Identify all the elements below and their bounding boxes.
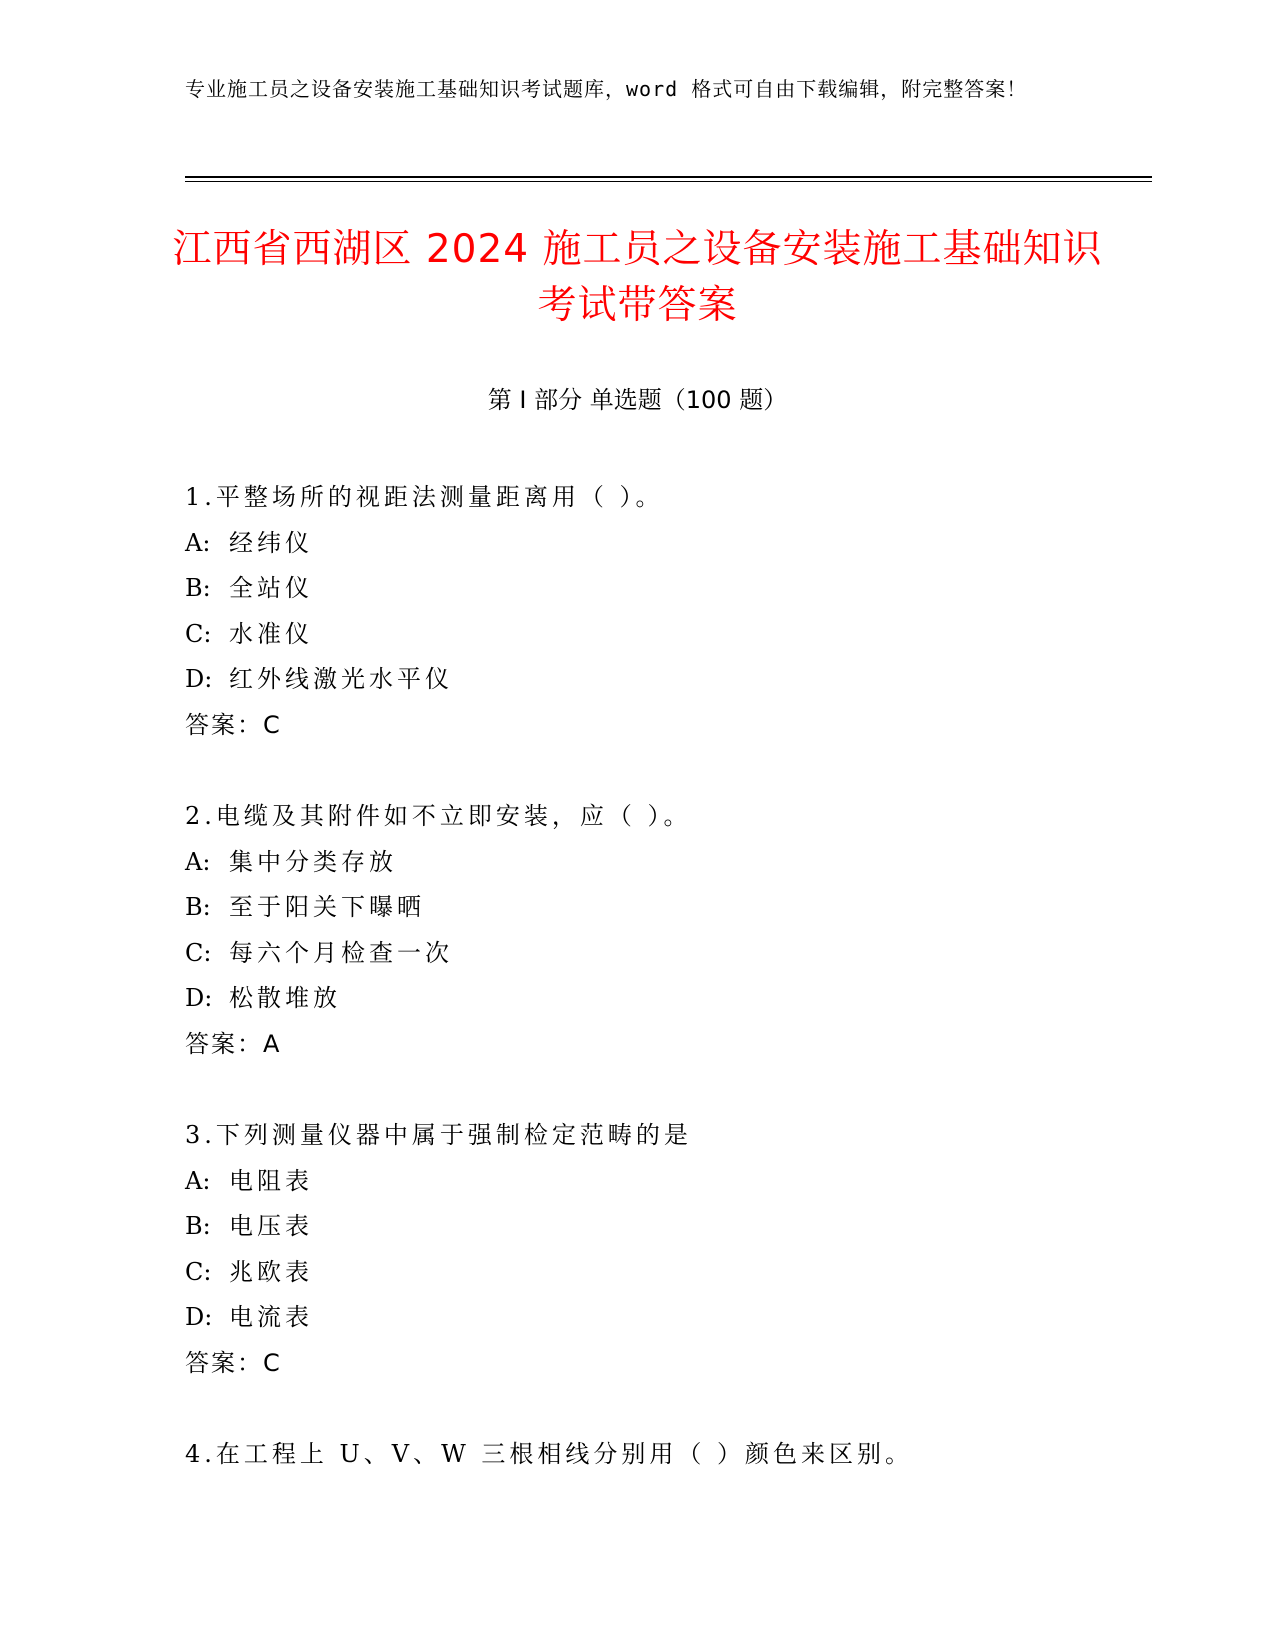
option-key: C: xyxy=(185,619,212,648)
header-divider-thin xyxy=(185,181,1152,182)
option-b xyxy=(185,566,1145,612)
option-a xyxy=(185,521,1145,567)
answer-value: A xyxy=(263,1029,282,1058)
option-text: 电流表 xyxy=(229,1303,313,1331)
option-text: 电阻表 xyxy=(229,1166,313,1195)
option-key: B: xyxy=(185,893,211,921)
option-a xyxy=(185,1159,1145,1205)
option-key: D: xyxy=(185,984,213,1012)
option-key: A: xyxy=(185,528,211,557)
option-text: 电压表 xyxy=(229,1212,313,1240)
answer-value: C xyxy=(263,710,282,739)
option-d xyxy=(185,1295,1145,1341)
option-d xyxy=(185,976,1145,1022)
option-key: C: xyxy=(185,1257,212,1286)
option-b xyxy=(185,885,1145,931)
option-text: 水准仪 xyxy=(229,619,313,648)
option-text: 红外线激光水平仪 xyxy=(229,665,453,693)
question-stem: 2.电缆及其附件如不立即安装，应（ ）。 xyxy=(185,802,692,830)
section-title: 第 I 部分 单选题（100 题） xyxy=(487,386,788,414)
answer-label: 答案： xyxy=(185,710,263,739)
option-b xyxy=(185,1204,1145,1250)
option-key: D: xyxy=(185,1303,213,1331)
answer-label: 答案： xyxy=(185,1029,263,1058)
question-stem: 3.下列测量仪器中属于强制检定范畴的是 xyxy=(185,1121,692,1149)
option-key: B: xyxy=(185,574,211,602)
option-a xyxy=(185,840,1145,886)
option-text: 兆欧表 xyxy=(229,1257,313,1286)
option-text: 集中分类存放 xyxy=(229,847,397,876)
option-key: D: xyxy=(185,665,213,693)
question-item xyxy=(185,1432,1145,1478)
option-c xyxy=(185,931,1145,977)
option-d xyxy=(185,657,1145,703)
question-item xyxy=(185,1113,1145,1386)
option-text: 经纬仪 xyxy=(229,528,313,557)
question-stem: 1.平整场所的视距法测量距离用（ ）。 xyxy=(185,483,664,511)
answer-line xyxy=(185,1341,1145,1387)
option-text: 松散堆放 xyxy=(229,984,341,1012)
question-item xyxy=(185,794,1145,1067)
option-c xyxy=(185,1250,1145,1296)
option-key: A: xyxy=(185,847,211,876)
question-stem: 4.在工程上 U、V、W 三根相线分别用（ ）颜色来区别。 xyxy=(185,1440,914,1468)
option-key: A: xyxy=(185,1166,211,1195)
question-list xyxy=(185,475,1145,1524)
document-title: 江西省西湖区 2024 施工员之设备安装施工基础知识考试带答案 xyxy=(172,227,1103,328)
header-divider-thick xyxy=(185,176,1152,178)
option-key: B: xyxy=(185,1212,211,1240)
option-text: 全站仪 xyxy=(229,574,313,602)
answer-line xyxy=(185,703,1145,749)
option-key: C: xyxy=(185,938,212,967)
option-text: 至于阳关下曝晒 xyxy=(229,893,425,921)
question-item xyxy=(185,475,1145,748)
option-c xyxy=(185,612,1145,658)
answer-value: C xyxy=(263,1348,282,1377)
option-text: 每六个月检查一次 xyxy=(229,938,453,967)
answer-label: 答案： xyxy=(185,1348,263,1377)
header-note: 专业施工员之设备安装施工基础知识考试题库，word 格式可自由下载编辑，附完整答案！ xyxy=(185,77,1028,101)
answer-line xyxy=(185,1022,1145,1068)
